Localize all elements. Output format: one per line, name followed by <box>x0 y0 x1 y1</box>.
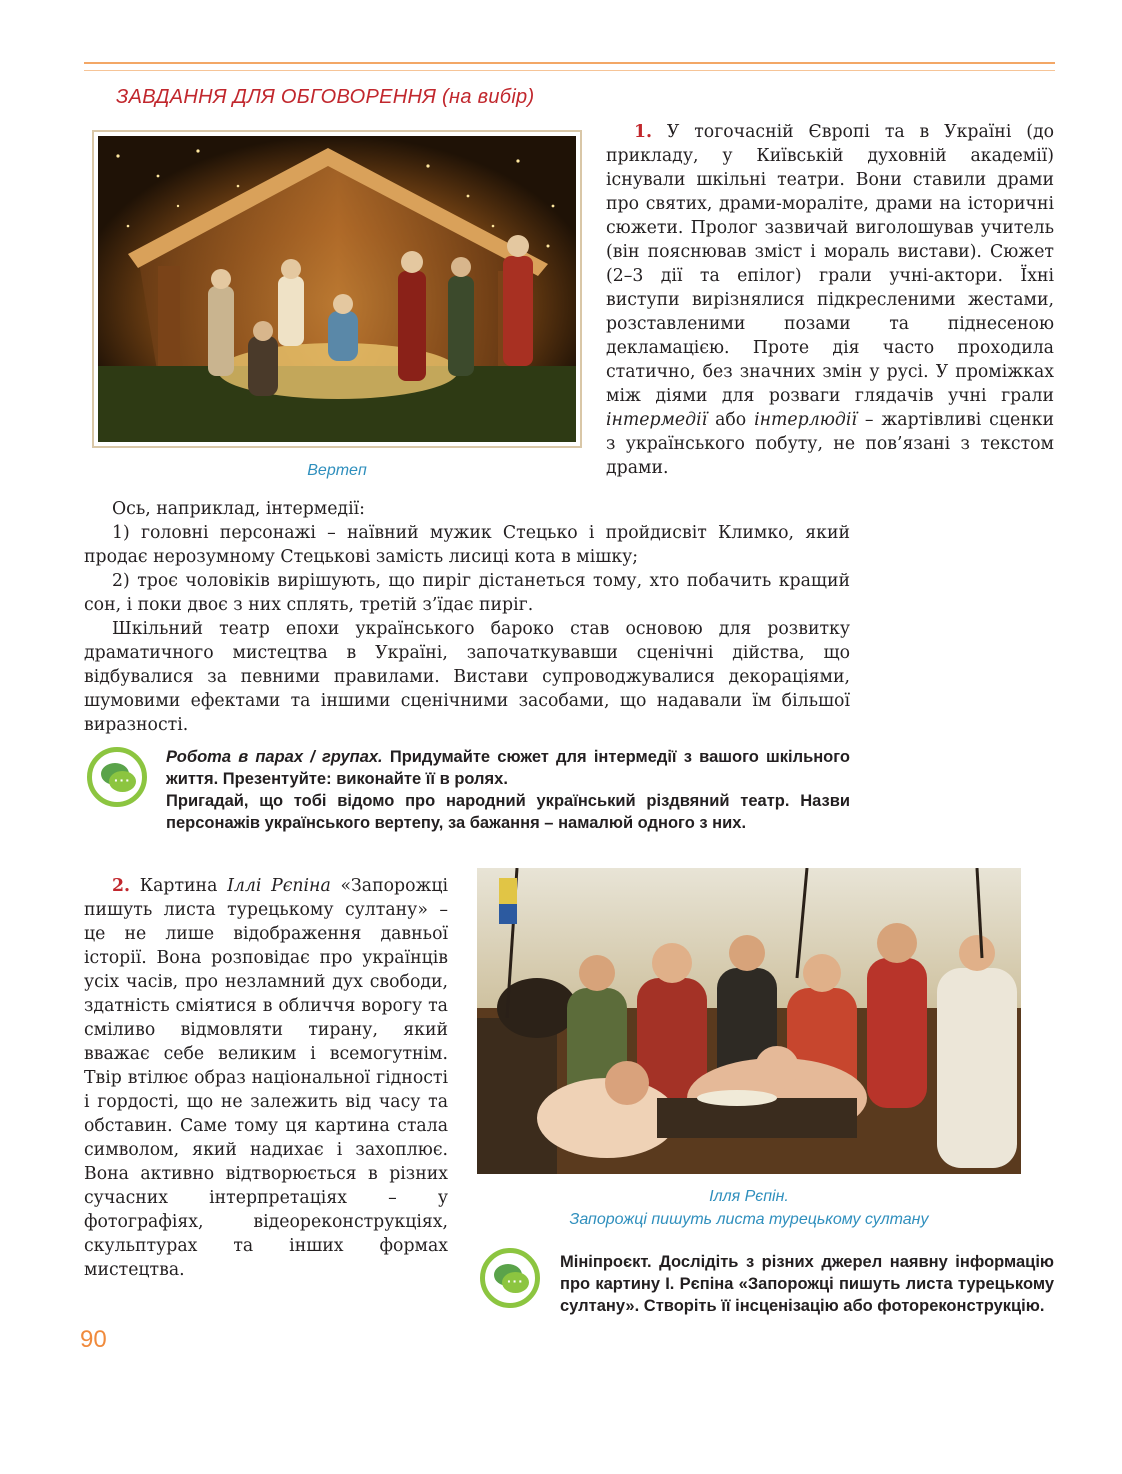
intermedia-example-1: 1) головні персонажі – наївний мужик Стецько і пройдисвіт Климко, який продає нерозумному Стецькові замість лисиці кота в мішку; <box>84 523 850 567</box>
item1-paragraph <box>606 120 1054 480</box>
nativity-scene-illustration <box>98 136 576 442</box>
nativity-caption: Вертеп <box>307 462 367 479</box>
discussion-icon <box>480 1248 540 1308</box>
nativity-scene-image <box>92 130 582 448</box>
item2-paragraph <box>84 874 448 1282</box>
school-theatre-paragraph: Шкільний театр епохи українського бароко став основою для розвитку драматичного мистецтва в Україні, започаткувавши сценічні дійства, що відбувалися за певними правилами. Вистави супроводжувалися декораціями, шумовими ефектами та іншими сценічними засобами, що надавали їм більшої виразності. <box>84 619 850 735</box>
task1-label: Робота в парах / групах. <box>166 748 383 766</box>
item2-number: 2. <box>112 876 131 896</box>
item1-text-b: – жартівливі сценки з українського побуту, не пов’язані з текстом драми. <box>606 410 1055 478</box>
item1-text-a: У тогочасній Європі та в Україні (до прикладу, у Київській духовній академії) існували шкільні театри. Вони ставили драми про святих, драми-мораліте, драми на історичні сюжети. Пролог зазвичай виголошував учитель (він пояснював зміст і мораль вистави). Сюжет (2–3 дії та епілог) грали учні-актори. Їхні виступи вирізнялися підкресленими жестами, розставленими позами та піднесеною декламацією. Проте дія часто проходила статично, без значних змін у русі. У проміжках між діями для розваги глядачів учні грали <box>606 122 1054 406</box>
zaporozhian-cossacks-illustration <box>477 868 1021 1174</box>
item2-text: «Запорожці пишуть листа турецькому султану» – це не лише відображення давньої історії. Вона розповідає про українців усіх часів, про незламний дух свободи, здатність сміятися в обличчя ворогу та сміливо відмовляти тирану, який вважає себе великим і всемогутнім. Твір втілює образ національної гідності і гордості, що не залежить від часу та обставин. Саме тому ця картина стала символом, який надихає і захоплює. Вона активно відтворюється в різних сучасних інтерпретаціях – у фотографіях, відеореконструкціях, скульптурах та інших формах мистецтва. <box>84 876 449 1280</box>
discussion-icon <box>87 747 147 807</box>
repin-caption-title: Запорожці пишуть листа турецькому султану <box>569 1211 929 1228</box>
task1-text2: Пригадай, що тобі відомо про народний український різдвяний театр. Назви персонажів українського вертепу, за бажання – намалюй одного з них. <box>166 792 850 832</box>
item1-or: або <box>715 410 747 430</box>
task2-text: Мініпроєкт. Дослідіть з різних джерел наявну інформацію про картину І. Рєпіна «Запорожці пишуть листа турецькому султану». Створіть її інсценізацію або фотореконструкцію. <box>560 1253 1054 1315</box>
ellipsis-dots: ··· <box>114 772 131 788</box>
section-title: ЗАВДАННЯ ДЛЯ ОБГОВОРЕННЯ (на вибір) <box>116 86 535 108</box>
item1-term-interlude: інтерлюдії <box>754 410 857 430</box>
top-rule-thin <box>84 70 1055 71</box>
top-rule <box>84 62 1055 64</box>
intermedia-example-2: 2) троє чоловіків вирішують, що пиріг дістанеться тому, хто побачить кращий сон, і поки двоє з них сплять, третій з’їдає пиріг. <box>84 571 850 615</box>
item1-number: 1. <box>634 122 653 142</box>
repin-painting-image <box>477 868 1021 1174</box>
task1-text <box>166 746 850 790</box>
task1-text1: Придумайте сюжет для інтермедії з вашого шкільного життя. Презентуйте: виконайте її в ролях. <box>166 748 850 788</box>
item2-intro: Картина <box>139 876 218 896</box>
page-number: 90 <box>80 1326 107 1353</box>
intermedia-intro: Ось, наприклад, інтермедії: <box>112 499 365 519</box>
item1-term-intermedia: інтермедії <box>606 410 708 430</box>
ellipsis-dots: ··· <box>507 1273 524 1289</box>
item2-author: Іллі Рєпіна <box>227 876 331 896</box>
repin-caption-author: Ілля Рєпін. <box>709 1188 789 1205</box>
